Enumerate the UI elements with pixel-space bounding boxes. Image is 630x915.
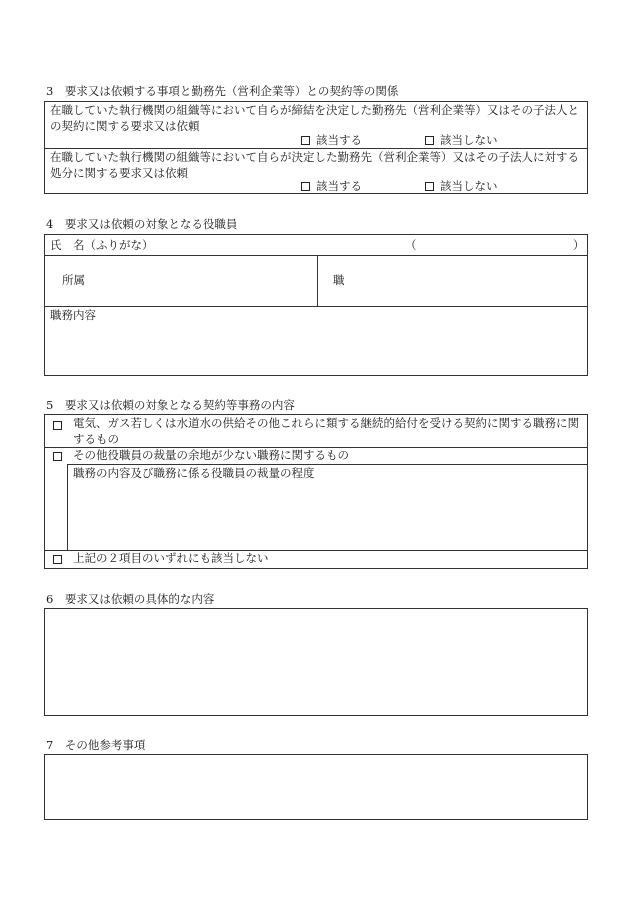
- divider: [67, 464, 68, 550]
- section3-row1-text: 在職していた執行機関の組織等において自らが締結を決定した勤務先（営利企業等）又はその子法人との契約に関する要求又は依頼: [50, 103, 579, 133]
- section3-row1-no[interactable]: 該当しない: [425, 133, 498, 149]
- name-paren-open: （: [405, 238, 417, 252]
- section5-option1: 電気、ガス若しくは水道水の供給その他これらに類する継続的給付を受ける契約に関する職務に関するもの: [73, 416, 579, 446]
- checkbox-icon[interactable]: [425, 136, 434, 145]
- divider: [317, 255, 318, 306]
- section3-row2-yes[interactable]: 該当する: [301, 179, 362, 195]
- section5-table: [44, 414, 588, 569]
- checkbox-icon[interactable]: [301, 136, 310, 145]
- section3-row2-no[interactable]: 該当しない: [425, 179, 498, 195]
- name-paren-close: ）: [573, 238, 585, 252]
- section4-table: [44, 234, 588, 376]
- checkbox-icon[interactable]: [425, 182, 434, 191]
- divider: [45, 255, 587, 256]
- section3-row2-text: 在職していた執行機関の組織等において自らが決定した勤務先（営利企業等）又はその子法人に対する処分に関する要求又は依頼: [50, 150, 579, 180]
- section6-content-box[interactable]: [44, 608, 588, 716]
- checkbox-icon[interactable]: [53, 421, 62, 430]
- section5-option3: 上記の２項目のいずれにも該当しない: [73, 551, 269, 565]
- section5-option2: その他役職員の裁量の余地が少ない職務に関するもの: [73, 448, 349, 462]
- post-label: 職: [333, 273, 345, 287]
- section5-option2-detail-label: 職務の内容及び職務に係る役職員の裁量の程度: [73, 466, 315, 480]
- section7-heading: 7 その他参考事項: [46, 738, 146, 752]
- section5-heading: 5 要求又は依頼の対象となる契約等事務の内容: [46, 398, 295, 412]
- section3-row1-yes[interactable]: 該当する: [301, 133, 362, 149]
- duties-label: 職務内容: [50, 308, 96, 322]
- section4-heading: 4 要求又は依頼の対象となる役職員: [46, 217, 238, 231]
- affiliation-label: 所属: [62, 273, 85, 287]
- checkbox-icon[interactable]: [53, 555, 62, 564]
- section7-content-box[interactable]: [44, 754, 588, 820]
- section6-heading: 6 要求又は依頼の具体的な内容: [46, 592, 215, 606]
- name-label: 氏 名（ふりがな）: [50, 238, 154, 252]
- checkbox-icon[interactable]: [53, 452, 62, 461]
- section3-table: [44, 101, 588, 194]
- divider: [67, 464, 587, 465]
- checkbox-icon[interactable]: [301, 182, 310, 191]
- divider: [45, 306, 587, 307]
- divider: [45, 148, 587, 149]
- section3-heading: 3 要求又は依頼する事項と勤務先（営利企業等）との契約等の関係: [46, 84, 399, 98]
